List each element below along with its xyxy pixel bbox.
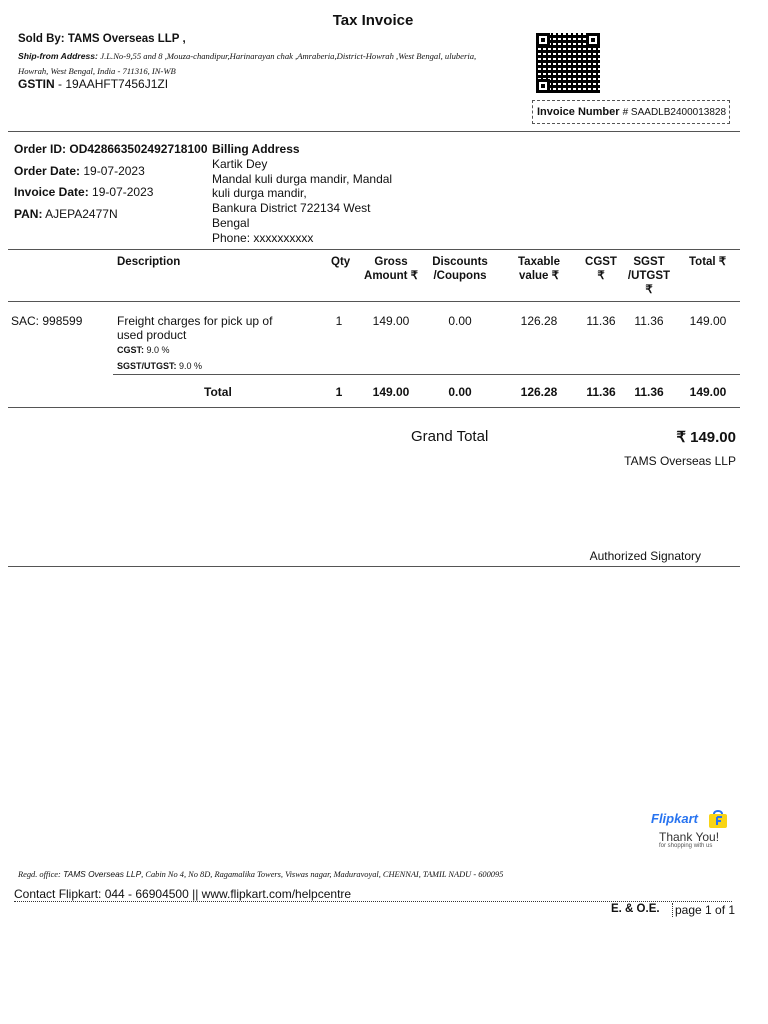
- table-top-divider: [8, 249, 740, 250]
- col-header-gross: [360, 255, 422, 283]
- sgst-rate: [117, 359, 272, 373]
- invoice-date-label: Invoice Date:: [14, 185, 89, 199]
- col-header-total: Total ₹: [689, 256, 727, 268]
- cgst-rate-value: 9.0 %: [146, 345, 170, 355]
- regd-company: TAMS Overseas LLP: [63, 869, 142, 879]
- table-header-divider: [8, 301, 740, 302]
- ship-from-address: [18, 49, 518, 79]
- table-row-sac: SAC: 998599: [11, 314, 83, 328]
- col-header-gross-1: Gross: [374, 256, 408, 268]
- grand-total-value: ₹ 149.00: [676, 429, 736, 446]
- ship-from-line1: J.L.No-9,55 and 8 ,Mouza-chandipur,Harinarayan chak ,Amraberia,District-Howrah ,West Bengal, uluberia,: [100, 51, 477, 61]
- qr-code: [536, 33, 600, 93]
- regd-office: [18, 869, 503, 879]
- total-taxable: 126.28: [520, 385, 558, 399]
- gstin-label: GSTIN: [18, 77, 55, 91]
- order-date-label: Order Date:: [14, 163, 81, 178]
- col-header-qty: Qty: [331, 256, 351, 268]
- invoice-number-label: Invoice Number: [537, 106, 620, 118]
- table-bottom-divider: [8, 407, 740, 408]
- order-info: [14, 139, 208, 225]
- table-row-description: [117, 314, 272, 373]
- invoice-number-value: # SAADLB2400013828: [622, 107, 727, 118]
- contact-flipkart: Contact Flipkart: 044 - 66904500 || www.flipkart.com/helpcentre: [14, 887, 352, 901]
- invoice-date-value: 19-07-2023: [92, 185, 154, 199]
- total-row-divider: [113, 374, 740, 375]
- row-cgst: 11.36: [586, 314, 616, 328]
- col-header-taxable-2: value ₹: [519, 270, 559, 282]
- signature-divider: [8, 566, 740, 567]
- col-header-taxable: [508, 255, 570, 283]
- order-id-value: OD428663502492718100: [69, 142, 208, 156]
- invoice-number-box: [532, 100, 730, 124]
- col-header-description: Description: [117, 256, 181, 268]
- regd-label: Regd. office:: [18, 870, 61, 879]
- page-number: page 1 of 1: [672, 903, 735, 917]
- authorized-signatory: Authorized Signatory: [589, 549, 701, 563]
- signatory-company: TAMS Overseas LLP: [624, 454, 736, 468]
- col-header-sgst-2: /UTGST: [627, 270, 671, 282]
- col-header-discounts-2: /Coupons: [433, 270, 487, 282]
- total-sgst: 11.36: [634, 385, 664, 399]
- billing-line: kuli durga mandir,: [212, 186, 307, 201]
- col-header-cgst: [582, 255, 620, 283]
- billing-phone: Phone: xxxxxxxxxx: [212, 230, 314, 245]
- total-discount: 0.00: [448, 385, 472, 399]
- flipkart-logo: [651, 809, 731, 853]
- row-gross: 149.00: [372, 314, 410, 328]
- col-header-discounts: [428, 255, 492, 283]
- order-date-value: 19-07-2023: [83, 163, 145, 178]
- col-header-sgst: [624, 255, 674, 297]
- footer-dotted-line: [14, 901, 732, 902]
- billing-line: Bankura District 722134 West: [212, 201, 371, 216]
- total-label: Total: [204, 385, 232, 399]
- pan-value: AJEPA2477N: [45, 206, 118, 221]
- sgst-rate-value: 9.0 %: [179, 361, 203, 371]
- pan-label: PAN:: [14, 206, 43, 221]
- eoe-text: E. & O.E.: [611, 903, 660, 915]
- thank-you-text: Thank You!: [659, 830, 720, 844]
- sold-by: Sold By: TAMS Overseas LLP ,: [18, 33, 186, 45]
- row-taxable: 126.28: [520, 314, 558, 328]
- gstin: [18, 77, 168, 91]
- flipkart-bag-icon: [708, 809, 728, 829]
- row-qty: 1: [335, 314, 343, 328]
- cgst-rate: [117, 343, 272, 357]
- gstin-value: - 19AAHFT7456J1ZI: [58, 77, 169, 91]
- header-divider: [8, 131, 740, 132]
- regd-address: , Cabin No 4, No 8D, Ragamalika Towers, Viswas nagar, Maduravoyal, CHENNAI, TAMIL NADU - 600095: [141, 870, 504, 879]
- pan: [14, 204, 208, 226]
- description-line-2: used product: [117, 328, 187, 342]
- row-discount: 0.00: [448, 314, 472, 328]
- billing-heading: Billing Address: [212, 142, 300, 156]
- sgst-rate-label: SGST/UTGST:: [117, 361, 177, 371]
- billing-line: Mandal kuli durga mandir, Mandal: [212, 171, 393, 186]
- row-sgst: 11.36: [634, 314, 664, 328]
- cgst-rate-label: CGST:: [117, 345, 144, 355]
- total-total: 149.00: [689, 385, 727, 399]
- ship-from-label: Ship-from Address:: [18, 51, 98, 61]
- description-line-1: Freight charges for pick up of: [117, 314, 273, 328]
- col-header-discounts-1: Discounts: [432, 256, 488, 268]
- col-header-sgst-3: ₹: [645, 284, 653, 296]
- row-total: 149.00: [689, 314, 727, 328]
- invoice-date: [14, 182, 208, 204]
- order-date: [14, 161, 208, 183]
- col-header-gross-2: Amount ₹: [364, 270, 418, 282]
- billing-line: Bengal: [212, 215, 250, 230]
- page-title: Tax Invoice: [332, 12, 414, 29]
- col-header-cgst-1: CGST: [585, 256, 617, 268]
- order-id: [14, 139, 208, 161]
- col-header-cgst-2: ₹: [597, 270, 605, 282]
- total-qty: 1: [335, 385, 343, 399]
- total-gross: 149.00: [372, 385, 410, 399]
- grand-total-label: Grand Total: [411, 428, 489, 445]
- col-header-sgst-1: SGST: [633, 256, 665, 268]
- col-header-taxable-1: Taxable: [518, 256, 560, 268]
- flipkart-wordmark: Flipkart: [651, 811, 698, 826]
- order-id-label: Order ID:: [14, 142, 67, 156]
- thank-you-tagline: for shopping with us: [659, 843, 713, 849]
- billing-line: Kartik Dey: [212, 156, 268, 171]
- billing-address: [212, 142, 392, 246]
- ship-from-line2: Howrah, West Bengal, India - 711316, IN-WB: [18, 66, 176, 76]
- total-cgst: 11.36: [586, 385, 616, 399]
